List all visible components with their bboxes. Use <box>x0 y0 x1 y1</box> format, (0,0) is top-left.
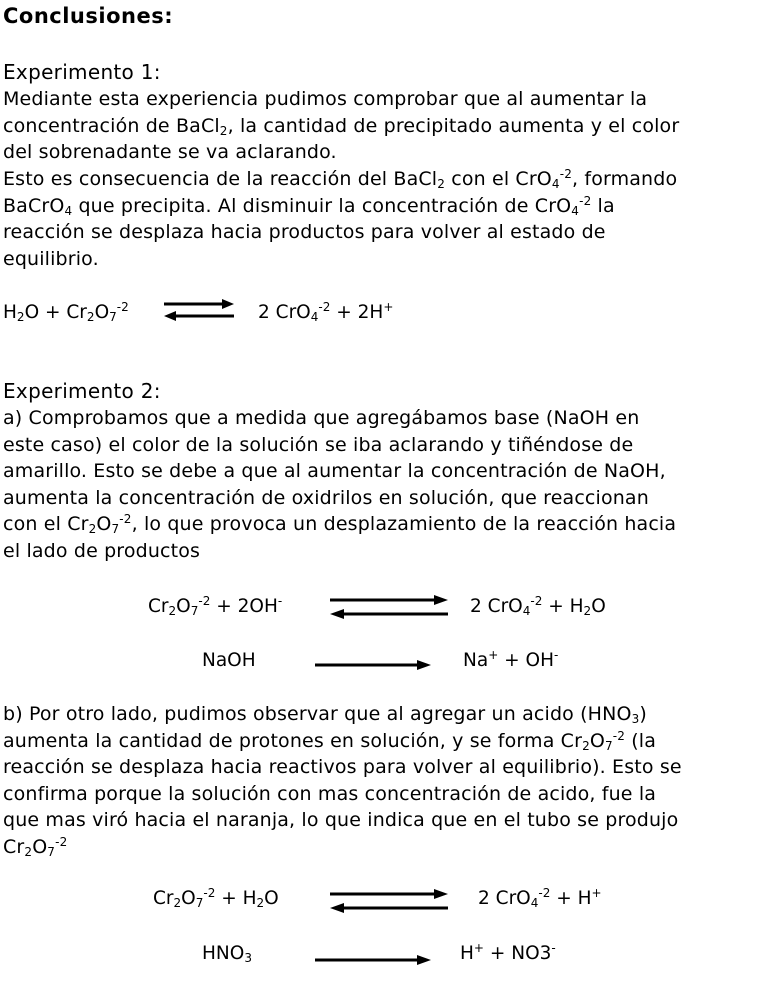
superscript: + <box>488 648 499 662</box>
subscript: 2 <box>24 844 33 859</box>
exp2-equation-1-left <box>148 596 282 617</box>
exp2-equation-4-right <box>460 943 556 964</box>
superscript: -2 <box>612 728 626 743</box>
exp2-paragraph-a <box>3 405 777 564</box>
exp2-paragraph-b <box>3 701 777 860</box>
superscript: - <box>551 941 556 955</box>
text: ) <box>639 703 647 725</box>
superscript: -2 <box>116 300 129 314</box>
page-title: Conclusiones: <box>3 4 174 28</box>
superscript: -2 <box>318 300 331 314</box>
text: + H <box>215 888 257 909</box>
subscript: 4 <box>571 203 580 218</box>
subscript: 7 <box>111 522 120 536</box>
exp1-equation-left <box>3 302 129 323</box>
subscript: 3 <box>244 951 252 965</box>
text: H <box>460 943 474 964</box>
text: Na <box>463 650 489 671</box>
text: + NO3 <box>483 943 552 964</box>
text: O <box>589 729 605 752</box>
text: + OH <box>498 650 554 671</box>
text: 2 CrO <box>478 888 531 909</box>
text: reacción se desplaza hacia productos para volver al estado de <box>3 221 606 243</box>
exp1-equation-right <box>258 302 393 323</box>
superscript: -2 <box>579 193 592 208</box>
subscript: 3 <box>631 712 640 726</box>
equilibrium-arrow-icon <box>328 886 450 916</box>
exp2-equation-1-right <box>470 596 606 617</box>
superscript: + <box>473 941 484 955</box>
text: (la <box>625 729 657 752</box>
equilibrium-arrow-icon <box>162 296 236 324</box>
text: aumenta la concentración de oxidrilos en solución, que reaccionan <box>3 486 649 509</box>
exp2-equation-2-left: NaOH <box>202 650 256 671</box>
subscript: 2 <box>16 310 25 324</box>
exp2-equation-2-right <box>463 650 558 671</box>
text: H <box>3 302 17 323</box>
text: concentración de BaCl <box>3 114 220 137</box>
text: , la cantidad de precipitado aumenta y el color <box>227 114 680 137</box>
right-arrow-icon <box>313 657 433 673</box>
exp1-paragraph-2 <box>3 166 777 272</box>
text: , formando <box>571 168 678 190</box>
subscript: 4 <box>64 203 73 218</box>
text: Mediante esta experiencia pudimos comprobar que al aumentar la <box>3 88 648 110</box>
superscript: -2 <box>530 594 543 608</box>
text: 2 CrO <box>258 302 311 323</box>
subscript: 7 <box>47 844 56 859</box>
text: b) Por otro lado, pudimos observar que al agregar un acido (HNO <box>3 703 632 725</box>
text: Cr <box>3 835 25 858</box>
text: + H <box>542 596 584 617</box>
subscript: 2 <box>173 896 182 910</box>
text: el lado de productos <box>3 539 201 562</box>
text: Esto es consecuencia de la reacción del BaCl <box>3 168 438 190</box>
superscript: -2 <box>559 167 572 181</box>
text: O <box>94 302 110 323</box>
text: la <box>591 194 615 217</box>
text: , lo que provoca un desplazamiento de la reacción hacia <box>131 513 677 535</box>
subscript: 2 <box>582 738 590 753</box>
text: O <box>96 513 112 535</box>
text: a) Comprobamos que a medida que agregábamos base (NaOH en <box>3 407 640 429</box>
superscript: - <box>554 648 559 662</box>
text: aumenta la cantidad de protones en solución, y se forma Cr <box>3 729 583 752</box>
text: equilibrio. <box>3 247 99 270</box>
superscript: - <box>277 594 283 608</box>
subscript: 2 <box>256 896 265 910</box>
text: Cr <box>153 888 174 909</box>
text: reacción se desplaza hacia reactivos para volver al equilibrio). Esto se <box>3 756 682 778</box>
exp1-paragraph-1 <box>3 86 777 166</box>
exp2-heading: Experimento 2: <box>3 379 161 403</box>
text: + 2H <box>330 302 384 323</box>
text: + 2OH <box>210 596 278 617</box>
subscript: 2 <box>583 604 592 618</box>
superscript: -2 <box>538 886 551 900</box>
text: O + Cr <box>24 302 87 323</box>
text: BaCrO <box>3 194 65 217</box>
exp2-equation-3-right <box>478 888 602 909</box>
subscript: 4 <box>530 896 539 910</box>
superscript: -2 <box>198 594 211 608</box>
subscript: 7 <box>109 310 117 324</box>
subscript: 4 <box>310 310 319 324</box>
subscript: 2 <box>86 310 95 324</box>
text: del sobrenadante se va aclarando. <box>3 141 337 163</box>
text: Cr <box>148 596 169 617</box>
subscript: 2 <box>437 177 446 191</box>
text: confirma porque la solución con mas concentración de acido, fue la <box>3 782 657 805</box>
superscript: -2 <box>55 834 68 849</box>
text: + H <box>550 888 592 909</box>
text: O <box>264 888 279 909</box>
subscript: 4 <box>551 177 560 191</box>
right-arrow-icon <box>313 952 433 968</box>
subscript: 2 <box>88 522 97 536</box>
text: 2 CrO <box>470 596 523 617</box>
subscript: 2 <box>168 604 177 618</box>
text: con el CrO <box>445 168 552 190</box>
text: O <box>591 596 606 617</box>
subscript: 4 <box>522 604 531 618</box>
equilibrium-arrow-icon <box>328 592 450 622</box>
text: amarillo. Esto se debe a que al aumentar la concentración de NaOH, <box>3 460 666 482</box>
text: O <box>181 888 196 909</box>
superscript: + <box>383 300 394 314</box>
exp2-equation-3-left <box>153 888 279 909</box>
exp2-equation-4-left <box>202 943 252 964</box>
subscript: 7 <box>195 896 204 910</box>
text: este caso) el color de la solución se iba aclarando y tiñéndose de <box>3 433 634 456</box>
text: HNO <box>202 943 245 964</box>
text: O <box>32 835 48 858</box>
text: que precipita. Al disminuir la concentración de CrO <box>72 194 572 217</box>
subscript: 7 <box>190 604 199 618</box>
text: con el Cr <box>3 513 89 535</box>
subscript: 2 <box>219 123 228 138</box>
text: que mas viró hacia el naranja, lo que indica que en el tubo se produjo <box>3 809 679 831</box>
superscript: + <box>591 886 602 900</box>
superscript: -2 <box>203 886 216 900</box>
superscript: -2 <box>119 512 132 526</box>
text: O <box>176 596 191 617</box>
exp1-heading: Experimento 1: <box>3 60 161 84</box>
subscript: 7 <box>604 738 613 753</box>
